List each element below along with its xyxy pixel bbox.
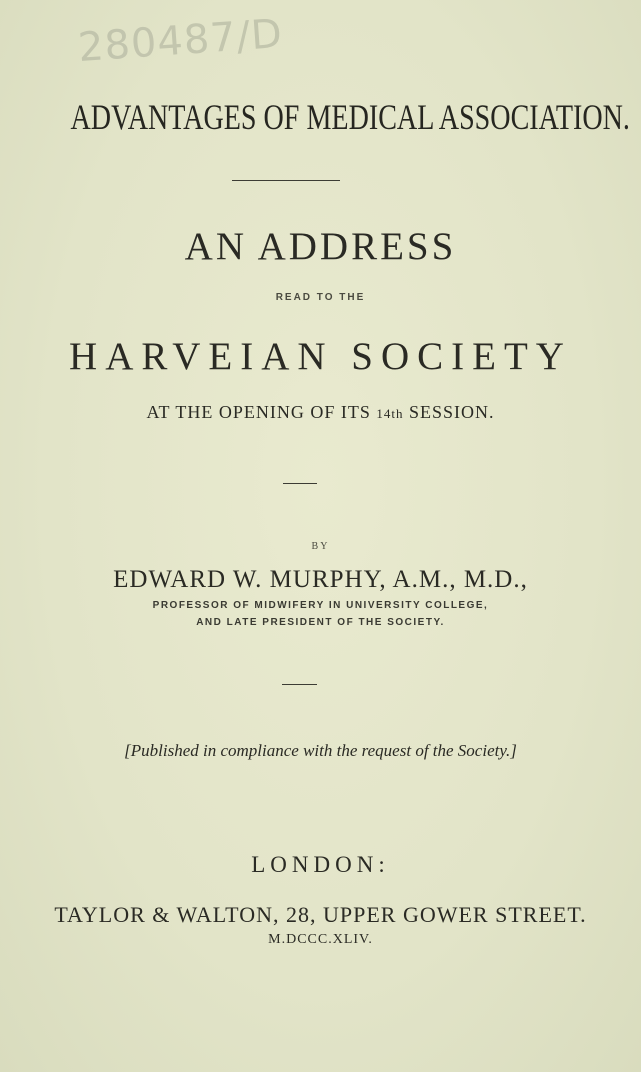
society-name: HARVEIAN SOCIETY xyxy=(69,335,572,378)
main-title: ADVANTAGES OF MEDICAL ASSOCIATION. xyxy=(70,97,630,137)
session-prefix: AT THE OPENING OF ITS xyxy=(146,402,377,422)
divider-rule xyxy=(283,483,317,484)
address-title: AN ADDRESS xyxy=(184,225,457,268)
author-credential: AND LATE PRESIDENT OF THE SOCIETY. xyxy=(196,617,445,628)
author-credential: PROFESSOR OF MIDWIFERY IN UNIVERSITY COLLEGE, xyxy=(152,600,489,611)
publication-note: [Published in compliance with the request of the Society.] xyxy=(124,741,517,760)
read-to-label: READ TO THE xyxy=(275,292,366,303)
imprint-publisher: TAYLOR & WALTON, 28, UPPER GOWER STREET. xyxy=(54,902,587,927)
session-suffix: SESSION. xyxy=(403,402,495,422)
handwritten-catalog-mark: 280487/D xyxy=(76,10,285,72)
by-label: BY xyxy=(311,541,330,552)
session-ordinal: 14th xyxy=(376,406,404,421)
session-line xyxy=(0,402,641,423)
divider-rule xyxy=(232,180,340,181)
imprint-year: M.DCCC.XLIV. xyxy=(268,932,373,947)
author-name: EDWARD W. MURPHY, A.M., M.D., xyxy=(113,566,528,593)
divider-rule xyxy=(282,684,317,685)
imprint-city: LONDON: xyxy=(251,852,390,877)
